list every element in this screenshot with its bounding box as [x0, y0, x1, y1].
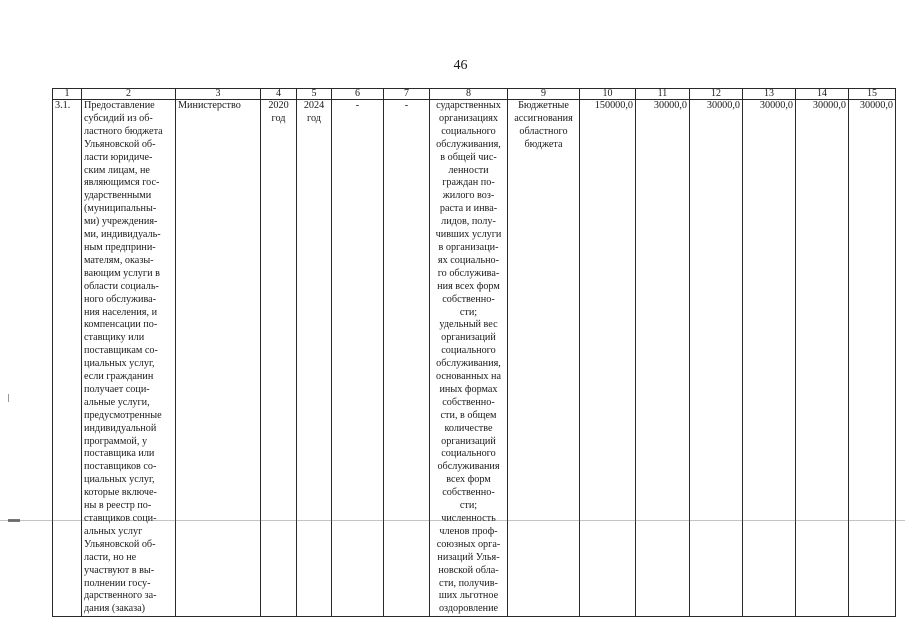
column-number: 7	[384, 89, 430, 100]
amount-2021: 30000,0	[690, 100, 743, 617]
funding-source: Бюджетные ассигнования областного бюджета	[508, 100, 580, 617]
column-number: 12	[690, 89, 743, 100]
page-number: 46	[453, 58, 468, 73]
scan-artifact-mark	[8, 394, 9, 402]
total-amount: 150000,0	[580, 100, 636, 617]
measure-description: Предоставление субсидий из об- ластного бюджета Ульяновской об- ласти юридиче- ским лицам, не являющимся гос- ударственными (муниципальны- ми) учреждения- ми, индивидуаль- ным предприни- мателям, оказы- вающим услуги в области социаль- ного обслужива- ния населения, и компенсации по- ставщику или поставщикам со- циальных услуг, если гражданин получает соци- альные услуги, предусмотренные индивидуальной программой, у поставщика или поставщиков со- циальных услуг, которые включе- ны в реестр по- ставщиков соци- альных услуг Ульяновской об- ласти, но не участвуют в вы- полнении госу- дарственного за- дания (заказа)	[82, 100, 176, 617]
end-year: 2024 год	[297, 100, 332, 617]
column-number: 13	[743, 89, 796, 100]
column-number: 5	[297, 89, 332, 100]
amount-2024: 30000,0	[849, 100, 896, 617]
program-measures-table	[52, 88, 896, 617]
column-number: 3	[176, 89, 261, 100]
column-number: 9	[508, 89, 580, 100]
target-indicators: сударственных организациях социального обслуживания, в общей чис- ленности граждан по- жилого воз- раста и инва- лидов, полу- чивших услуги в организаци- ях социально- го обслужива- ния всех форм собственно- сти; удельный вес организаций социального обслуживания, основанных на иных формах собственно- сти, в общем количестве организаций социального обслуживания всех форм собственно- сти; численность членов проф- союзных орга- низаций Улья- новской обла- сти, получив- ших льготное оздоровление	[430, 100, 508, 617]
amount-2023: 30000,0	[796, 100, 849, 617]
column-number: 6	[332, 89, 384, 100]
col6-value: -	[332, 100, 384, 617]
amount-2022: 30000,0	[743, 100, 796, 617]
col7-value: -	[384, 100, 430, 617]
table-row	[53, 100, 896, 617]
column-number: 1	[53, 89, 82, 100]
start-year: 2020 год	[261, 100, 297, 617]
column-number: 15	[849, 89, 896, 100]
amount-2020: 30000,0	[636, 100, 690, 617]
row-index: 3.1.	[53, 100, 82, 617]
column-number: 4	[261, 89, 297, 100]
scan-artifact-line	[0, 520, 905, 521]
column-number: 8	[430, 89, 508, 100]
column-number: 11	[636, 89, 690, 100]
scan-artifact-mark	[8, 519, 20, 522]
column-number-row	[53, 89, 896, 100]
executor: Министерство	[176, 100, 261, 617]
column-number: 14	[796, 89, 849, 100]
column-number: 10	[580, 89, 636, 100]
column-number: 2	[82, 89, 176, 100]
